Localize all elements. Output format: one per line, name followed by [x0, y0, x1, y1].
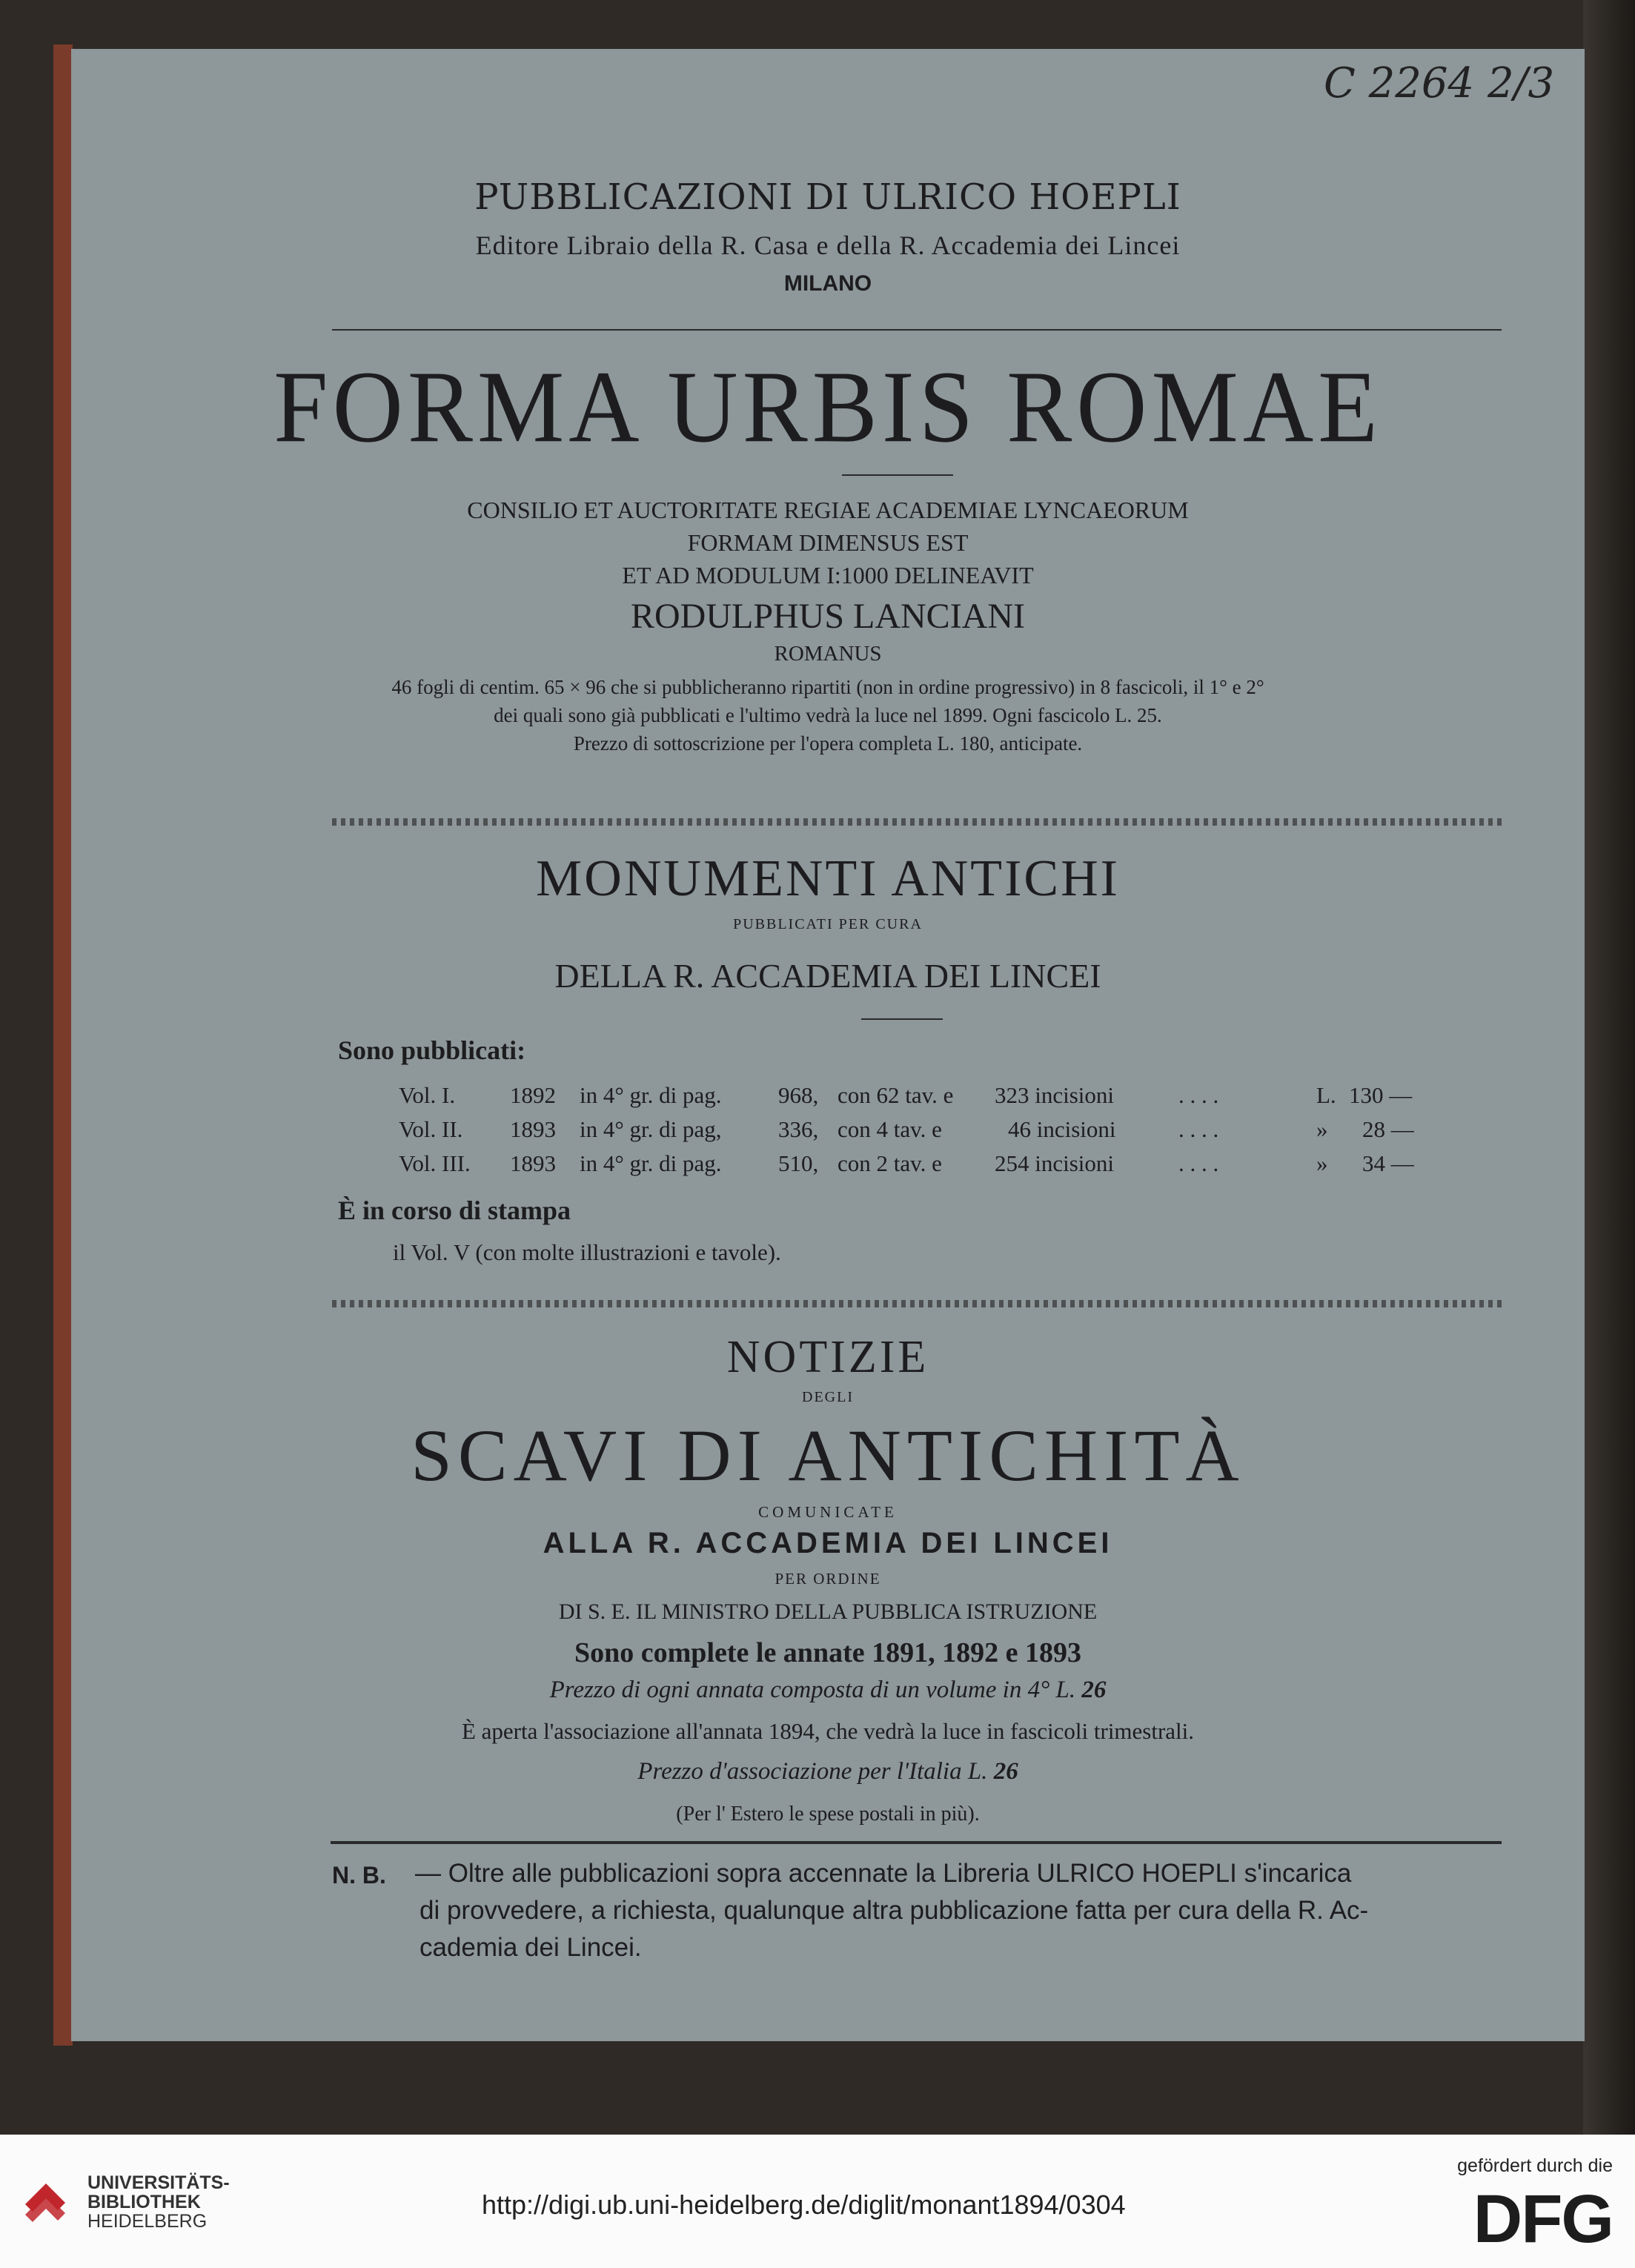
forma-description-3: Prezzo di sottoscrizione per l'opera completa L. 180, anticipate.: [573, 732, 1083, 755]
dfg-logo: DFG: [1473, 2181, 1613, 2257]
notizie-academy: ALLA R. ACCADEMIA DEI LINCEI: [543, 1527, 1113, 1559]
vol-plates: con 62 tav. e: [838, 1082, 954, 1108]
header-rule: [332, 329, 1502, 331]
notizie-minister: DI S. E. IL MINISTRO DELLA PUBBLICA ISTRUZIONE: [558, 1599, 1098, 1624]
vol-plates: con 2 tav. e: [838, 1150, 942, 1176]
vol-label: Vol. II.: [399, 1116, 463, 1142]
vol-plates: con 4 tav. e: [838, 1116, 942, 1142]
forma-line-2: FORMAM DIMENSUS EST: [687, 529, 969, 556]
notizie-complete-years: Sono complete le annate 1891, 1892 e 1893: [574, 1637, 1081, 1668]
vol-format: in 4° gr. di pag.: [580, 1150, 722, 1176]
nb-label: N. B.: [332, 1862, 386, 1889]
book-board-edge: [53, 44, 73, 2046]
notizie-degli: DEGLI: [802, 1389, 854, 1405]
library-name-line-3: HEIDELBERG: [87, 2211, 208, 2232]
notizie-per-ordine: PER ORDINE: [775, 1570, 881, 1588]
notizie-association: È aperta l'associazione all'annata 1894, che vedrà la luce in fascicoli trimestrali.: [461, 1718, 1195, 1744]
vol-incisions: 323 incisioni: [995, 1082, 1115, 1108]
book-gutter: [1583, 0, 1635, 2135]
nb-rule: [331, 1841, 1502, 1844]
wavy-divider-1: [332, 818, 1502, 826]
notizie-price-annata: [71, 1677, 1585, 1704]
forma-description-1: 46 fogli di centim. 65 × 96 che si pubblicheranno ripartiti (non in ordine progressivo) in 8 fascicoli, il 1° e 2°: [391, 676, 1264, 698]
vol-price: 34 —: [1362, 1150, 1414, 1176]
vol-incisions: 254 incisioni: [995, 1150, 1115, 1176]
vol-year: 1893: [510, 1150, 556, 1176]
notizie-estero: (Per l' Estero le spese postali in più).: [676, 1803, 980, 1826]
library-name: [87, 2173, 230, 2231]
publisher-city: MILANO: [783, 271, 872, 296]
library-name-line-1: UNIVERSITÄTS-: [87, 2172, 230, 2193]
permalink-url[interactable]: http://digi.ub.uni-heidelberg.de/diglit/monant1894/0304: [482, 2189, 1126, 2220]
vol-pages: 510,: [778, 1150, 819, 1176]
notizie-main-title: SCAVI DI ANTICHITÀ: [411, 1414, 1245, 1496]
in-press-heading: È in corso di stampa: [338, 1196, 571, 1225]
vol-currency: »: [1316, 1116, 1328, 1142]
forma-line-3: ET AD MODULUM I:1000 DELINEAVIT: [622, 562, 1034, 588]
publisher-line: PUBBLICAZIONI DI ULRICO HOEPLI: [474, 176, 1181, 218]
viewer-footer: [0, 2135, 1635, 2268]
nb-line-1: — Oltre alle pubblicazioni sopra accennate la Libreria ULRICO HOEPLI s'incarica: [415, 1859, 1352, 1888]
monumenti-academy: DELLA R. ACCADEMIA DEI LINCEI: [554, 957, 1101, 995]
price-annata-value: 26: [1081, 1677, 1107, 1703]
wavy-divider-2: [332, 1300, 1502, 1307]
vol-currency: L.: [1316, 1082, 1336, 1108]
ub-heidelberg-logo-icon: [19, 2176, 71, 2228]
monumenti-rule: [861, 1018, 943, 1020]
vol-dots: . . . .: [1178, 1116, 1219, 1142]
monumenti-subtitle: PUBBLICATI PER CURA: [733, 916, 923, 932]
nb-line-3: cademia dei Lincei.: [419, 1933, 642, 1962]
handwritten-shelfmark: C 2264 2/3: [1324, 59, 1555, 107]
in-press-text: il Vol. V (con molte illustrazioni e tavole).: [393, 1239, 781, 1265]
vol-year: 1893: [510, 1116, 556, 1142]
funded-by-label: gefördert durch die: [1457, 2155, 1613, 2176]
forma-title-rule: [842, 474, 953, 476]
notizie-comunicate: COMUNICATE: [758, 1503, 898, 1521]
vol-pages: 336,: [778, 1116, 819, 1142]
publisher-subtitle: Editore Libraio della R. Casa e della R. Accademia dei Lincei: [475, 231, 1181, 260]
forma-title: FORMA URBIS ROMAE: [273, 349, 1382, 464]
forma-origin: ROMANUS: [774, 642, 882, 666]
vol-currency: »: [1316, 1150, 1328, 1176]
price-italia-value: 26: [993, 1758, 1018, 1785]
vol-price: 130 —: [1349, 1082, 1413, 1108]
vol-label: Vol. III.: [399, 1150, 471, 1176]
nb-line-2: di provvedere, a richiesta, qualunque altra pubblicazione fatta per cura della R. Ac-: [419, 1896, 1369, 1925]
forma-line-1: CONSILIO ET AUCTORITATE REGIAE ACADEMIAE LYNCAEORUM: [467, 497, 1189, 523]
vol-format: in 4° gr. di pag,: [580, 1116, 722, 1142]
notizie-price-italia: [71, 1758, 1585, 1785]
vol-year: 1892: [510, 1082, 556, 1108]
vol-label: Vol. I.: [399, 1082, 456, 1108]
library-name-line-2: BIBLIOTHEK: [87, 2192, 201, 2212]
price-italia-label: Prezzo d'associazione per l'Italia L.: [637, 1758, 988, 1785]
monumenti-title: MONUMENTI ANTICHI: [536, 850, 1120, 907]
printed-page: [71, 49, 1585, 2041]
published-heading: Sono pubblicati:: [338, 1035, 526, 1065]
vol-pages: 968,: [778, 1082, 819, 1108]
price-annata-label: Prezzo di ogni annata composta di un volume in 4° L.: [549, 1677, 1076, 1703]
vol-dots: . . . .: [1178, 1082, 1219, 1108]
forma-author: RODULPHUS LANCIANI: [630, 597, 1025, 636]
vol-dots: . . . .: [1178, 1150, 1219, 1176]
vol-price: 28 —: [1362, 1116, 1414, 1142]
notizie-title: NOTIZIE: [726, 1332, 929, 1382]
vol-format: in 4° gr. di pag.: [580, 1082, 722, 1108]
vol-incisions: 46 incisioni: [1008, 1116, 1116, 1142]
forma-description-2: dei quali sono già pubblicati e l'ultimo vedrà la luce nel 1899. Ogni fascicolo L. 25.: [494, 704, 1162, 726]
